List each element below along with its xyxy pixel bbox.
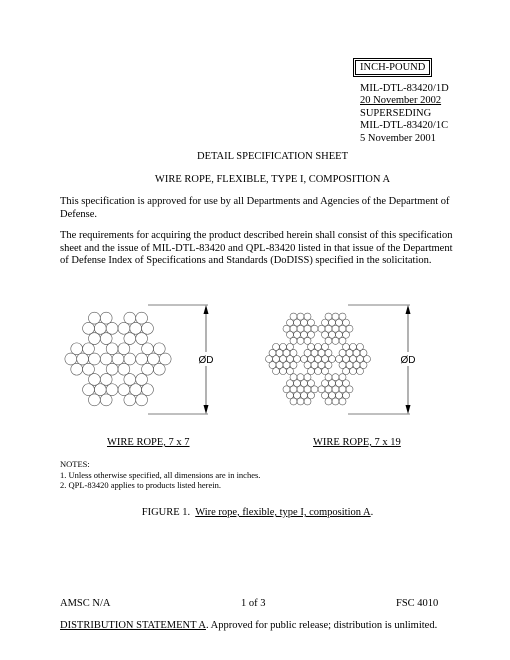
wire-circle bbox=[287, 380, 294, 387]
wire-circle bbox=[118, 384, 130, 396]
wire-circle bbox=[322, 331, 329, 338]
wire-circle bbox=[153, 363, 165, 375]
wire-circle bbox=[332, 337, 339, 344]
wire-circle bbox=[142, 384, 154, 396]
wire-circle bbox=[124, 394, 136, 406]
wire-circle bbox=[308, 319, 315, 326]
wire-circle bbox=[322, 380, 329, 387]
wire-circle bbox=[350, 343, 357, 350]
wire-circle bbox=[287, 392, 294, 399]
note-item: 2. QPL-83420 applies to products listed herein. bbox=[60, 480, 222, 490]
wire-circle bbox=[343, 331, 350, 338]
wire-circle bbox=[83, 343, 95, 355]
wire-circle bbox=[297, 313, 304, 320]
wire-circle bbox=[136, 394, 148, 406]
superseded-number: MIL-DTL-83420/1C bbox=[360, 120, 449, 132]
wire-circle bbox=[89, 333, 101, 345]
distribution-label: DISTRIBUTION STATEMENT A bbox=[60, 620, 206, 631]
subject-title: WIRE ROPE, FLEXIBLE, TYPE I, COMPOSITION A bbox=[154, 174, 391, 185]
wire-circle bbox=[339, 349, 346, 356]
wire-circle bbox=[118, 343, 130, 355]
wire-circle bbox=[343, 319, 350, 326]
wire-rope-7x7-diagram bbox=[70, 290, 230, 430]
wire-rope-7x19-diagram bbox=[270, 290, 430, 430]
wire-circle bbox=[136, 333, 148, 345]
wire-circle bbox=[142, 343, 154, 355]
figure-caption-period: . bbox=[370, 507, 374, 518]
wire-circle bbox=[65, 353, 77, 365]
page-number: 1 of 3 bbox=[241, 598, 266, 609]
distribution-text: . Approved for public release; distribution is unlimited. bbox=[205, 620, 438, 631]
wire-circle bbox=[308, 380, 315, 387]
wire-circle bbox=[159, 353, 171, 365]
wire-circle bbox=[100, 374, 112, 386]
wire-circle bbox=[269, 362, 276, 369]
wire-circle bbox=[332, 313, 339, 320]
wire-circle bbox=[297, 398, 304, 405]
wire-circle bbox=[100, 312, 112, 324]
wire-circle bbox=[112, 353, 124, 365]
wire-circle bbox=[343, 380, 350, 387]
wire-circle bbox=[100, 394, 112, 406]
wire-circle bbox=[83, 363, 95, 375]
wire-circle bbox=[350, 368, 357, 375]
sheet-title: DETAIL SPECIFICATION SHEET bbox=[196, 151, 348, 162]
wire-circle bbox=[106, 384, 118, 396]
wire-circle bbox=[94, 384, 106, 396]
wire-circle bbox=[290, 349, 297, 356]
footer-fsc: FSC 4010 bbox=[396, 598, 439, 609]
approval-paragraph: This specification is approved for use by all Departments and Agencies of the Department of Defense. bbox=[60, 196, 450, 220]
wire-circle bbox=[322, 392, 329, 399]
figure-title: Wire rope, flexible, type I, composition A bbox=[195, 507, 371, 518]
diameter-label: ØD bbox=[198, 355, 214, 366]
requirements-paragraph: The requirements for acquiring the product described herein shall consist of this specification sheet and the issue of MIL-DTL-83420 and QPL-83420 listed in that issue of the Department of Defense Index of Specifications and Standards (DoDISS) specified in the solicitation. bbox=[60, 230, 453, 267]
wire-circle bbox=[106, 343, 118, 355]
wire-circle bbox=[124, 374, 136, 386]
wire-circle bbox=[71, 363, 83, 375]
diameter-label: ØD bbox=[400, 355, 416, 366]
wire-circle bbox=[297, 337, 304, 344]
wire-circle bbox=[100, 333, 112, 345]
caption-7x7: WIRE ROPE, 7 x 7 bbox=[107, 437, 190, 448]
wire-circle bbox=[308, 331, 315, 338]
wire-circle bbox=[290, 362, 297, 369]
wire-circle bbox=[100, 353, 112, 365]
wire-circle bbox=[332, 374, 339, 381]
superseded-date: 5 November 2001 bbox=[360, 132, 436, 144]
wire-circle bbox=[269, 349, 276, 356]
wire-circle bbox=[124, 333, 136, 345]
wire-circle bbox=[71, 343, 83, 355]
figure-caption bbox=[0, 507, 510, 518]
wire-circle bbox=[89, 312, 101, 324]
note-item: 1. Unless otherwise specified, all dimensions are in inches. bbox=[60, 469, 261, 480]
wire-circle bbox=[136, 353, 148, 365]
wire-circle bbox=[339, 362, 346, 369]
footer-amsc: AMSC N/A bbox=[60, 598, 111, 609]
wire-circle bbox=[280, 368, 287, 375]
inch-pound-label: INCH-POUND bbox=[355, 60, 430, 75]
wire-circle bbox=[304, 349, 311, 356]
wire-circle bbox=[332, 398, 339, 405]
wire-circle bbox=[315, 368, 322, 375]
notes-heading: NOTES: bbox=[60, 459, 90, 469]
wire-circle bbox=[130, 384, 142, 396]
wire-circle bbox=[297, 374, 304, 381]
superseding-label: SUPERSEDING bbox=[360, 107, 432, 119]
wire-circle bbox=[325, 362, 332, 369]
wire-circle bbox=[153, 343, 165, 355]
wire-circle bbox=[287, 331, 294, 338]
wire-circle bbox=[89, 353, 101, 365]
wire-circle bbox=[118, 363, 130, 375]
wire-circle bbox=[106, 322, 118, 334]
wire-circle bbox=[308, 392, 315, 399]
wire-circle bbox=[304, 362, 311, 369]
wire-circle bbox=[83, 384, 95, 396]
wire-circle bbox=[136, 374, 148, 386]
wire-circle bbox=[142, 363, 154, 375]
wire-circle bbox=[360, 349, 367, 356]
figure-number: FIGURE 1. bbox=[141, 507, 191, 518]
wire-circle bbox=[118, 322, 130, 334]
wire-circle bbox=[89, 374, 101, 386]
wire-circle bbox=[343, 392, 350, 399]
notes-section bbox=[60, 459, 260, 491]
wire-circle bbox=[325, 349, 332, 356]
wire-circle bbox=[124, 353, 136, 365]
caption-7x19: WIRE ROPE, 7 x 19 bbox=[313, 437, 401, 448]
wire-circle bbox=[83, 322, 95, 334]
wire-circle bbox=[322, 319, 329, 326]
wire-circle bbox=[77, 353, 89, 365]
wire-circle bbox=[94, 322, 106, 334]
document-identification bbox=[360, 83, 449, 145]
document-date: 20 November 2002 bbox=[360, 95, 442, 107]
document-number: MIL-DTL-83420/1D bbox=[360, 83, 449, 94]
wire-circle bbox=[148, 353, 160, 365]
wire-circle bbox=[280, 343, 287, 350]
wire-circle bbox=[130, 322, 142, 334]
wire-circle bbox=[142, 322, 154, 334]
wire-circle bbox=[315, 343, 322, 350]
wire-circle bbox=[124, 312, 136, 324]
wire-circle bbox=[106, 363, 118, 375]
wire-circle bbox=[89, 394, 101, 406]
wire-circle bbox=[360, 362, 367, 369]
wire-circle bbox=[136, 312, 148, 324]
distribution-statement bbox=[60, 620, 437, 631]
wire-circle bbox=[287, 319, 294, 326]
